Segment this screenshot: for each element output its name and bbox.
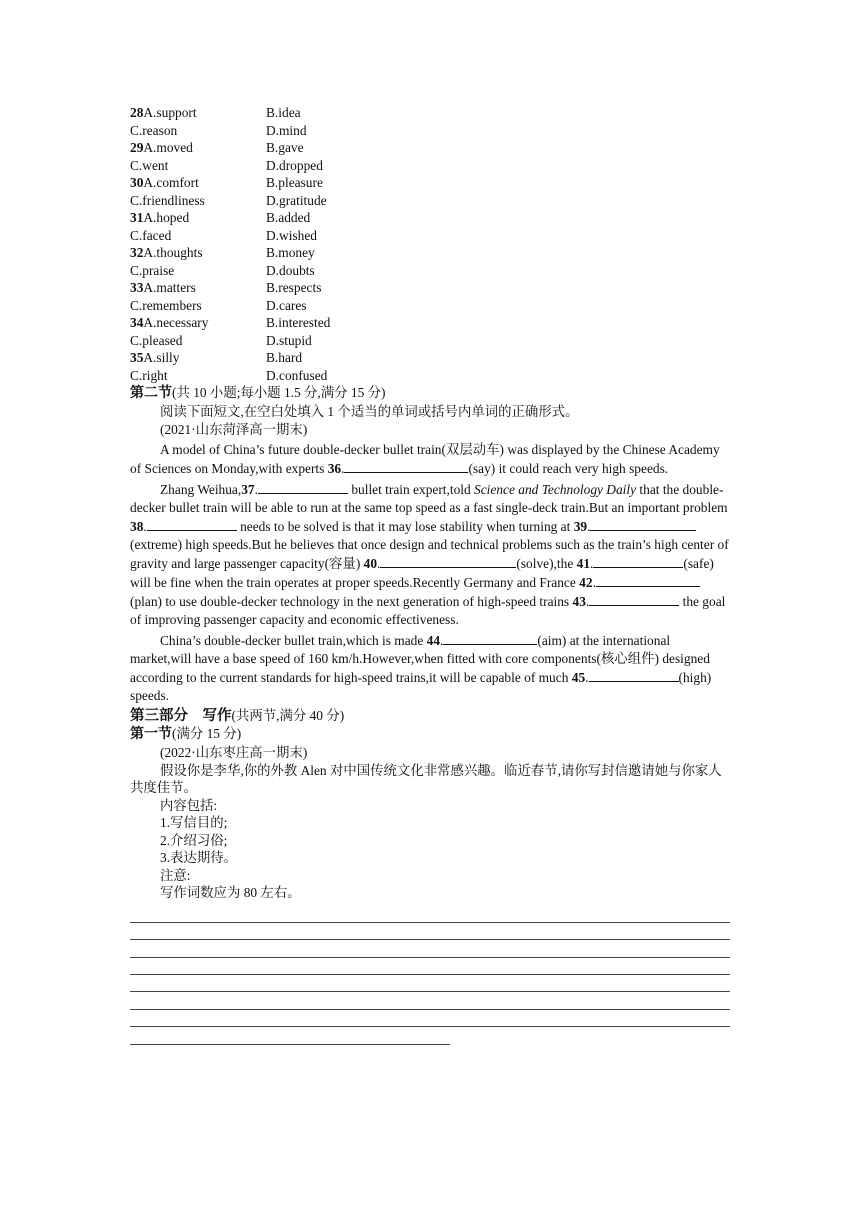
blank-37[interactable] [258,480,348,494]
option-row: C.remembers D.cares [130,297,307,313]
content-point-2: 2.介绍习俗; [160,832,228,848]
writing-source: (2022·山东枣庄高一期末) [160,745,308,760]
writing-line[interactable] [130,1010,730,1027]
note-label: 注意: [160,867,191,883]
blank-44[interactable] [443,631,537,645]
part-3-heading: 第三部分 写作(共两节,满分 40 分) [130,708,345,724]
option-row: 32A.thoughts B.money [130,245,315,260]
passage-paragraph-1: A model of China’s future double-decker bullet train(双层动车) was displayed by the Chinese Academy of Sciences on Monday,with experts 36. (say) it could reach very high speeds. [130,442,720,476]
option-row: C.friendliness D.gratitude [130,192,327,208]
writing-line[interactable] [130,1027,450,1044]
option-row: C.faced D.wished [130,227,317,243]
option-row: 33A.matters B.respects [130,280,322,295]
blank-38[interactable] [147,517,237,531]
passage-paragraph-3: China’s double-decker bullet train,which is made 44. (aim) at the international market,will have a base speed of 160 km/h.However,when fitted with core components(核心组件) designed according to the current standards for high-speed trains,it will be capable of much 45. (high) speeds. [130,633,712,703]
blank-42[interactable] [596,573,700,587]
option-row: 28A.support B.idea [130,105,301,120]
blank-41[interactable] [593,554,683,568]
writing-line[interactable] [130,923,730,940]
section-2-heading: 第二节(共 10 小题;每小题 1.5 分,满分 15 分) [130,385,386,401]
blank-39[interactable] [590,517,696,531]
section-2-source: (2021·山东菏泽高一期末) [160,422,308,437]
writing-line[interactable] [130,975,730,992]
blank-36[interactable] [344,459,468,473]
writing-area[interactable] [130,906,730,1045]
section-2-instruction: 阅读下面短文,在空白处填入 1 个适当的单词或括号内单词的正确形式。 [160,404,579,419]
writing-line[interactable] [130,992,730,1009]
writing-task [130,744,730,902]
writing-line[interactable] [130,940,730,957]
option-row: C.praise D.doubts [130,262,315,278]
blank-40[interactable] [380,554,516,568]
option-row: 29A.moved B.gave [130,140,304,155]
writing-prompt: 假设你是李华,你的外教 Alen 对中国传统文化非常感兴趣。临近春节,请你写封信邀请她与你家人共度佳节。 [130,762,722,795]
content-point-3: 3.表达期待。 [160,850,237,865]
content-point-1: 1.写信目的; [160,815,228,830]
options-list [130,104,730,384]
blank-45[interactable] [589,668,679,682]
option-row: 31A.hoped B.added [130,210,311,225]
section-1-heading: 第一节(满分 15 分) [130,726,242,742]
option-row: C.right D.confused [130,367,328,383]
option-row: C.reason D.mind [130,122,307,138]
note-text: 写作词数应为 80 左右。 [160,885,301,900]
content-label: 内容包括: [160,797,218,813]
writing-line[interactable] [130,906,730,923]
option-row: 35A.silly B.hard [130,350,303,365]
option-row: C.went D.dropped [130,157,323,173]
option-row: C.pleased D.stupid [130,332,312,348]
blank-43[interactable] [589,592,679,606]
writing-line[interactable] [130,958,730,975]
option-row: 34A.necessary B.interested [130,315,331,330]
option-row: 30A.comfort B.pleasure [130,175,323,190]
passage-paragraph-2: Zhang Weihua,37. bullet train expert,told Science and Technology Daily that the double-decker bullet train will be able to run at the same top speed as a fast single-deck train.But an important problem 38. needs to be solved is that it may lose stability when turning at 39.(extreme) high speeds.But he believes that once design and technical problems such as the train’s high center of gravity and large passenger capacity(容量) 40. (solve),the 41. (safe) will be fine when the train operates at proper speeds.Recently Germany and France 42.(plan) to use double-decker technology in the next generation of high-speed trains 43. the goal of improving passenger capacity and economic effectiveness. [130,482,729,627]
exam-page [130,104,730,1045]
